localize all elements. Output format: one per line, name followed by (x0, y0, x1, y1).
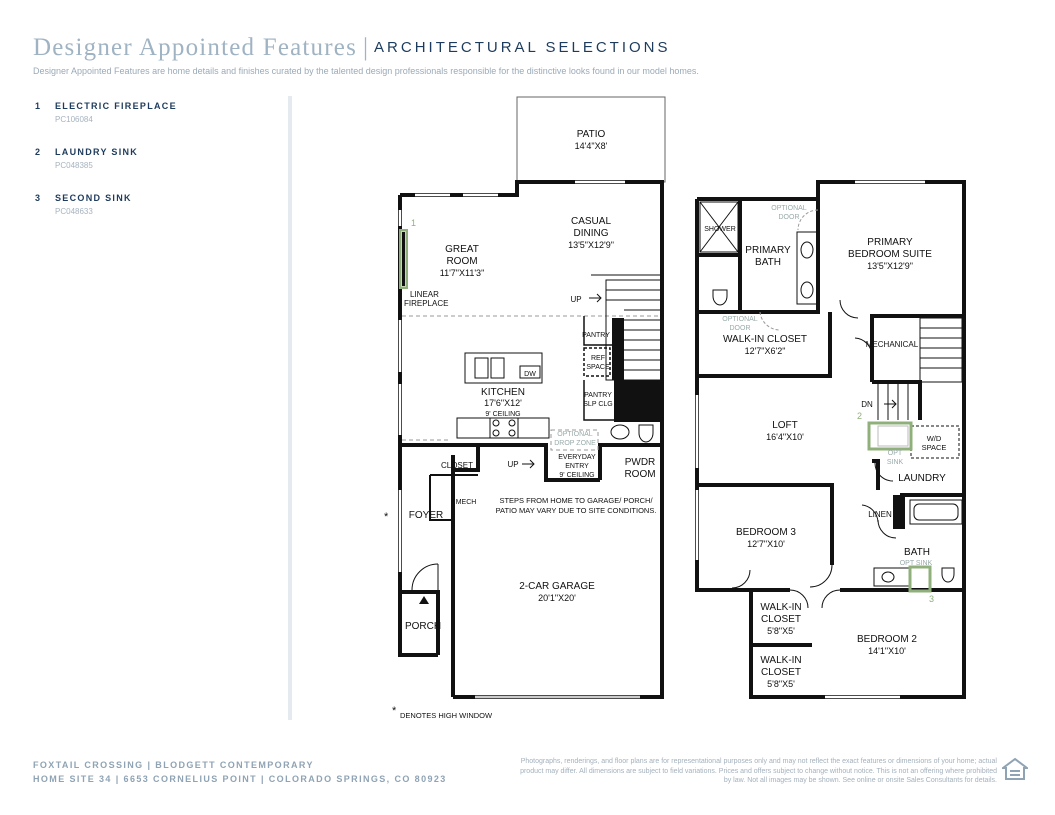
community-name: FOXTAIL CROSSING | BLODGETT CONTEMPORARY (33, 760, 314, 770)
stair-wall (612, 318, 624, 380)
up-label-2: UP (507, 460, 519, 469)
primary-suite-label-2: BEDROOM SUITE (848, 249, 932, 260)
steps-note-1: STEPS FROM HOME TO GARAGE/ PORCH/ (499, 496, 653, 505)
drop-zone-label-1: OPTIONAL (557, 431, 593, 438)
walkin-2-dim: 5'8"X5' (767, 626, 795, 636)
feature-marker-2-label: 2 (857, 411, 863, 421)
feature-code: PC048385 (55, 161, 93, 170)
closet-label: CLOSET (440, 461, 474, 470)
page-title: Designer Appointed Features (33, 34, 358, 61)
everyday-entry-label-3: 9' CEILING (559, 472, 595, 479)
kitchen-ceiling-note: 9' CEILING (485, 411, 521, 418)
bedroom3-label: BEDROOM 3 (735, 527, 797, 538)
walkin-primary-label: WALK-IN CLOSET (722, 334, 808, 345)
porch-label: PORCH (404, 621, 442, 632)
fireplace-label-2: FIREPLACE (404, 299, 449, 308)
second-sink-marker (910, 567, 930, 591)
first-floor-plan (384, 97, 665, 720)
steps-note-2: PATIO MAY VARY DUE TO SITE CONDITIONS. (495, 506, 657, 515)
great-room-label-2: ROOM (446, 256, 478, 267)
bath-label: BATH (904, 547, 930, 558)
foyer-label: FOYER (408, 510, 444, 521)
laundry-sink-marker (869, 423, 911, 449)
fireplace-label-1: LINEAR (410, 290, 439, 299)
primary-suite-label-1: PRIMARY (867, 237, 913, 248)
under-stair-wall (614, 380, 662, 422)
kitchen-label: KITCHEN (481, 387, 525, 398)
optional-door-2-label-2: DOOR (729, 325, 751, 332)
feature-name: ELECTRIC FIREPLACE (55, 101, 177, 111)
opt-sink-1-label-1: OPT (887, 450, 903, 457)
walkin-3-label-2: CLOSET (760, 667, 802, 678)
primary-bath-fixtures (713, 232, 817, 305)
second-floor-plan (697, 182, 964, 697)
patio-label: PATIO (576, 129, 606, 140)
walkin-2-label-2: CLOSET (760, 614, 802, 625)
everyday-entry-label-2: ENTRY (565, 463, 589, 470)
fireplace-unit (402, 232, 405, 286)
legend-asterisk: * (392, 705, 397, 717)
optional-door-1-label-2: DOOR (778, 214, 800, 221)
garage-dim: 20'1"X20' (538, 593, 576, 603)
kitchen-dim: 17'6"X12' (484, 398, 522, 408)
feature-number: 1 (35, 101, 41, 111)
title-separator: | (363, 34, 369, 61)
page-subtitle: ARCHITECTURAL SELECTIONS (374, 39, 671, 56)
dn-label: DN (861, 400, 873, 409)
patio-dim: 14'4"X8' (574, 141, 608, 151)
garage-label: 2-CAR GARAGE (519, 581, 595, 592)
legal-disclaimer: Photographs, renderings, and floor plans are for representational purposes only and may not reflect the exact features or dimensions of your home; actual product may differ. All dimensions are subject to field variations. Prices and offers subject to change without notice. This is not an offering where prohibited by law. Not all images may be shown. See online or onsite Sales Consultants for details. (520, 758, 997, 784)
dishwasher-label: DW (524, 371, 536, 378)
feature-name: LAUNDRY SINK (55, 147, 139, 157)
bedroom2-label: BEDROOM 2 (856, 634, 918, 645)
ref-space-label-2: SPACE (586, 364, 610, 371)
everyday-entry-label-1: EVERYDAY (558, 454, 596, 461)
opt-sink-2-label: OPT SINK (899, 560, 933, 567)
casual-dining-label-2: DINING (573, 228, 609, 239)
feature-number: 3 (35, 193, 41, 203)
fireplace-labels (404, 290, 448, 308)
loft-label: LOFT (772, 420, 798, 431)
pwdr-room-label-1: PWDR (624, 457, 656, 468)
entry-arrow-icon (419, 596, 429, 604)
great-room-label-1: GREAT (445, 244, 479, 255)
up-label-1: UP (570, 295, 582, 304)
casual-dining-label-1: CASUAL (570, 216, 612, 227)
page-description: Designer Appointed Features are home details and finishes curated by the talented design professionals responsible for the distinctive looks found in our model homes. (33, 66, 699, 76)
bedroom2-dim: 14'1"X10' (868, 646, 906, 656)
pantry-slp-label-1: PANTRY (584, 392, 612, 399)
laundry-label: LAUNDRY (898, 473, 946, 484)
walkin-3-dim: 5'8"X5' (767, 679, 795, 689)
linen-label: LINEN (868, 510, 892, 519)
wd-space-label-2: SPACE (921, 443, 947, 452)
primary-suite-dim: 13'5"X12'9" (867, 261, 913, 271)
wd-space-label-1: W/D (926, 434, 942, 443)
home-site-address: HOME SITE 34 | 6653 CORNELIUS POINT | COLORADO SPRINGS, CO 80923 (33, 774, 447, 784)
walkin-2-label-1: WALK-IN (760, 602, 802, 613)
loft-dim: 16'4"X10' (766, 432, 804, 442)
porch-door (412, 564, 438, 590)
high-window-asterisk: * (384, 511, 389, 523)
feature-name: SECOND SINK (55, 193, 132, 203)
primary-bath-label-1: PRIMARY (745, 245, 791, 256)
linen-wall (893, 495, 905, 529)
feature-marker-1-label: 1 (411, 218, 417, 228)
primary-bath-label-2: BATH (755, 257, 781, 268)
mech-label: MECH (455, 499, 477, 506)
feature-code: PC106084 (55, 115, 93, 124)
kitchen-counter (457, 418, 549, 438)
walkin-primary-dim: 12'7"X6'2" (744, 346, 786, 356)
casual-dining-dim: 13'5"X12'9" (568, 240, 614, 250)
high-window-note: DENOTES HIGH WINDOW (400, 711, 493, 720)
opt-sink-1-label-2: SINK (886, 459, 904, 466)
pantry-label: PANTRY (582, 332, 610, 339)
kitchen-island (465, 353, 542, 383)
drop-zone-label-2: DROP ZONE (554, 440, 596, 447)
ref-space-label-1: REF (591, 355, 605, 362)
mechanical-label: MECHANICAL (865, 340, 919, 349)
great-room-dim: 11'7"X11'3" (439, 268, 485, 278)
pantry-slp-label-2: SLP CLG (583, 401, 613, 408)
feature-number: 2 (35, 147, 41, 157)
shower-label: SHOWER (704, 226, 736, 233)
feature-marker-3-label: 3 (929, 594, 935, 604)
feature-code: PC048633 (55, 207, 93, 216)
bedroom3-dim: 12'7"X10' (747, 539, 785, 549)
pwdr-room-label-2: ROOM (624, 469, 656, 480)
equal-housing-opportunity-icon (1002, 757, 1028, 783)
optional-door-1-label-1: OPTIONAL (771, 205, 807, 212)
optional-door-2-label-1: OPTIONAL (722, 316, 758, 323)
walkin-3-label-1: WALK-IN (760, 655, 802, 666)
powder-room-fixtures (611, 425, 653, 442)
